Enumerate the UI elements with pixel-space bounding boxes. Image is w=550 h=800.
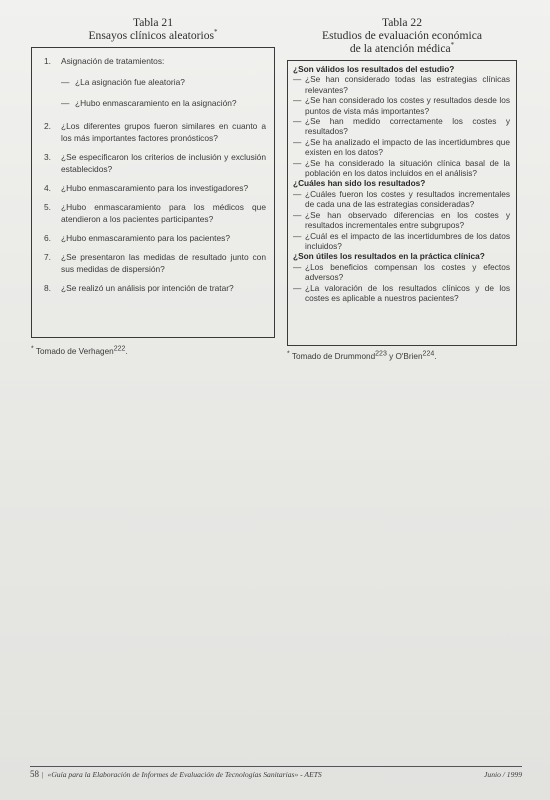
item-text: ¿Se especificaron los criterios de inclusión y exclusión establecidos? [61,152,266,174]
dash: — [293,136,302,147]
question [293,189,510,210]
question [293,158,510,179]
list-item [44,201,266,225]
table-22-box [287,60,517,346]
footnote-reference: 222 [113,345,126,353]
question [293,74,510,95]
list-item [44,151,266,175]
question [293,262,510,283]
table-21-subtitle-text: Ensayos clínicos aleatorios [88,29,215,42]
section-heading: ¿Son válidos los resultados del estudio? [293,64,455,74]
footer-reference: «Guía para la Elaboración de Informes de Evaluación de Tecnologías Sanitarias» - AETS [47,769,322,779]
footnote-reference: 224 [422,350,435,358]
dash: — [293,282,302,293]
sub-item [44,76,266,88]
dash: — [61,98,70,108]
dash: — [61,77,70,87]
item-text: Asignación de tratamientos: [61,56,165,66]
question-text: ¿Se ha considerado la situación clínica basal de la población en los datos incluidos en el análisis? [305,157,510,179]
footnote-text: Tomado de Verhagen [35,347,114,356]
item-text: ¿Se realizó un análisis por intención de tratar? [61,283,234,293]
dash: — [293,188,302,199]
question [293,210,510,231]
question [293,137,510,158]
item-text: ¿Hubo enmascaramiento para los médicos que atendieron a los pacientes participantes? [61,202,266,224]
footnote-end: . [125,347,128,356]
footnote-mark: * [214,28,218,37]
list-item [44,182,266,194]
footnote-text: Tomado de Drummond [291,352,376,361]
question-text: ¿La valoración de los resultados clínicos y de los costes es aplicable a nuestros pacientes? [305,282,510,303]
item-number: 4. [44,183,51,193]
list-item [44,251,266,275]
question-text: ¿Se han considerado los costes y resultados desde los puntos de vista más importantes? [305,95,510,116]
item-number: 3. [44,152,51,162]
footnote-reference: 223 [375,350,387,358]
list-item [44,232,266,244]
question [293,231,510,252]
question-text: ¿Cuál es el impacto de las incertidumbres de los datos incluidos? [305,230,510,251]
list-item [44,282,266,294]
table-21-box [31,47,275,338]
footnote-text: y O'Brien [386,352,423,361]
question-text: ¿Se han considerado todas las estrategias clínicas relevantes? [305,74,510,95]
question-text: ¿Se ha analizado el impacto de las incertidumbres que existen en los datos? [305,136,510,158]
dash: — [293,230,302,241]
footnote-mark: * [287,350,290,358]
table-22-subtitle-text: de la atención médica [349,42,451,55]
footer-separator: | [42,769,44,779]
item-number: 7. [44,252,51,262]
dash: — [293,74,302,85]
item-number: 2. [44,121,51,131]
section-heading: ¿Son útiles los resultados en la práctica clínica? [293,251,485,262]
item-text: ¿Hubo enmascaramiento para los pacientes? [61,233,230,243]
dash: — [293,261,302,272]
question-text: ¿Se han medido correctamente los costes y resultados? [305,116,510,137]
item-text: ¿Los diferentes grupos fueron similares en cuanto a los más importantes factores pronósticos? [61,121,266,143]
page-footer [30,769,522,779]
table-22-title: Tabla 22 [381,16,423,29]
section-heading: ¿Cuáles han sido los resultados? [293,178,426,189]
footnote-end: . [434,352,437,361]
item-number: 8. [44,283,51,293]
sub-item-text: ¿La asignación fue aleatoria? [75,77,185,87]
footnote-mark: * [31,345,34,353]
table-22-subtitle-line-2 [287,42,517,55]
list-item [44,120,266,144]
sub-item-text: ¿Hubo enmascaramiento en la asignación? [75,98,237,108]
item-number: 1. [44,56,51,66]
question-text: ¿Se han observado diferencias en los costes y resultados incrementales entre subgrupos? [305,209,510,231]
question-text: ¿Los beneficios compensan los costes y efectos adversos? [305,261,510,283]
dash: — [293,157,302,168]
sub-item [44,97,266,109]
question [293,283,510,304]
page-number: 58 [30,769,39,779]
list-item [44,55,266,67]
table-21-title: Tabla 21 [132,16,174,29]
table-21-footnote [31,347,275,356]
item-text: ¿Hubo enmascaramiento para los investigadores? [61,183,249,193]
table-21-subtitle [31,29,275,42]
table-22-footnote [287,352,517,361]
table-21 [31,16,275,356]
question-text: ¿Cuáles fueron los costes y resultados incrementales de cada una de las estrategias consideradas? [305,188,510,210]
item-number: 6. [44,233,51,243]
item-text: ¿Se presentaron las medidas de resultado junto con sus medidas de dispersión? [61,252,266,274]
item-number: 5. [44,202,51,212]
footer-rule [30,766,522,767]
dash: — [293,95,302,106]
table-22-subtitle-line-1: Estudios de evaluación económica [321,29,482,42]
footnote-mark: * [450,41,455,50]
question [293,95,510,116]
table-22 [287,16,517,361]
dash: — [293,116,302,127]
footer-date: Junio / 1999 [484,769,522,779]
dash: — [293,209,302,220]
question [293,116,510,137]
